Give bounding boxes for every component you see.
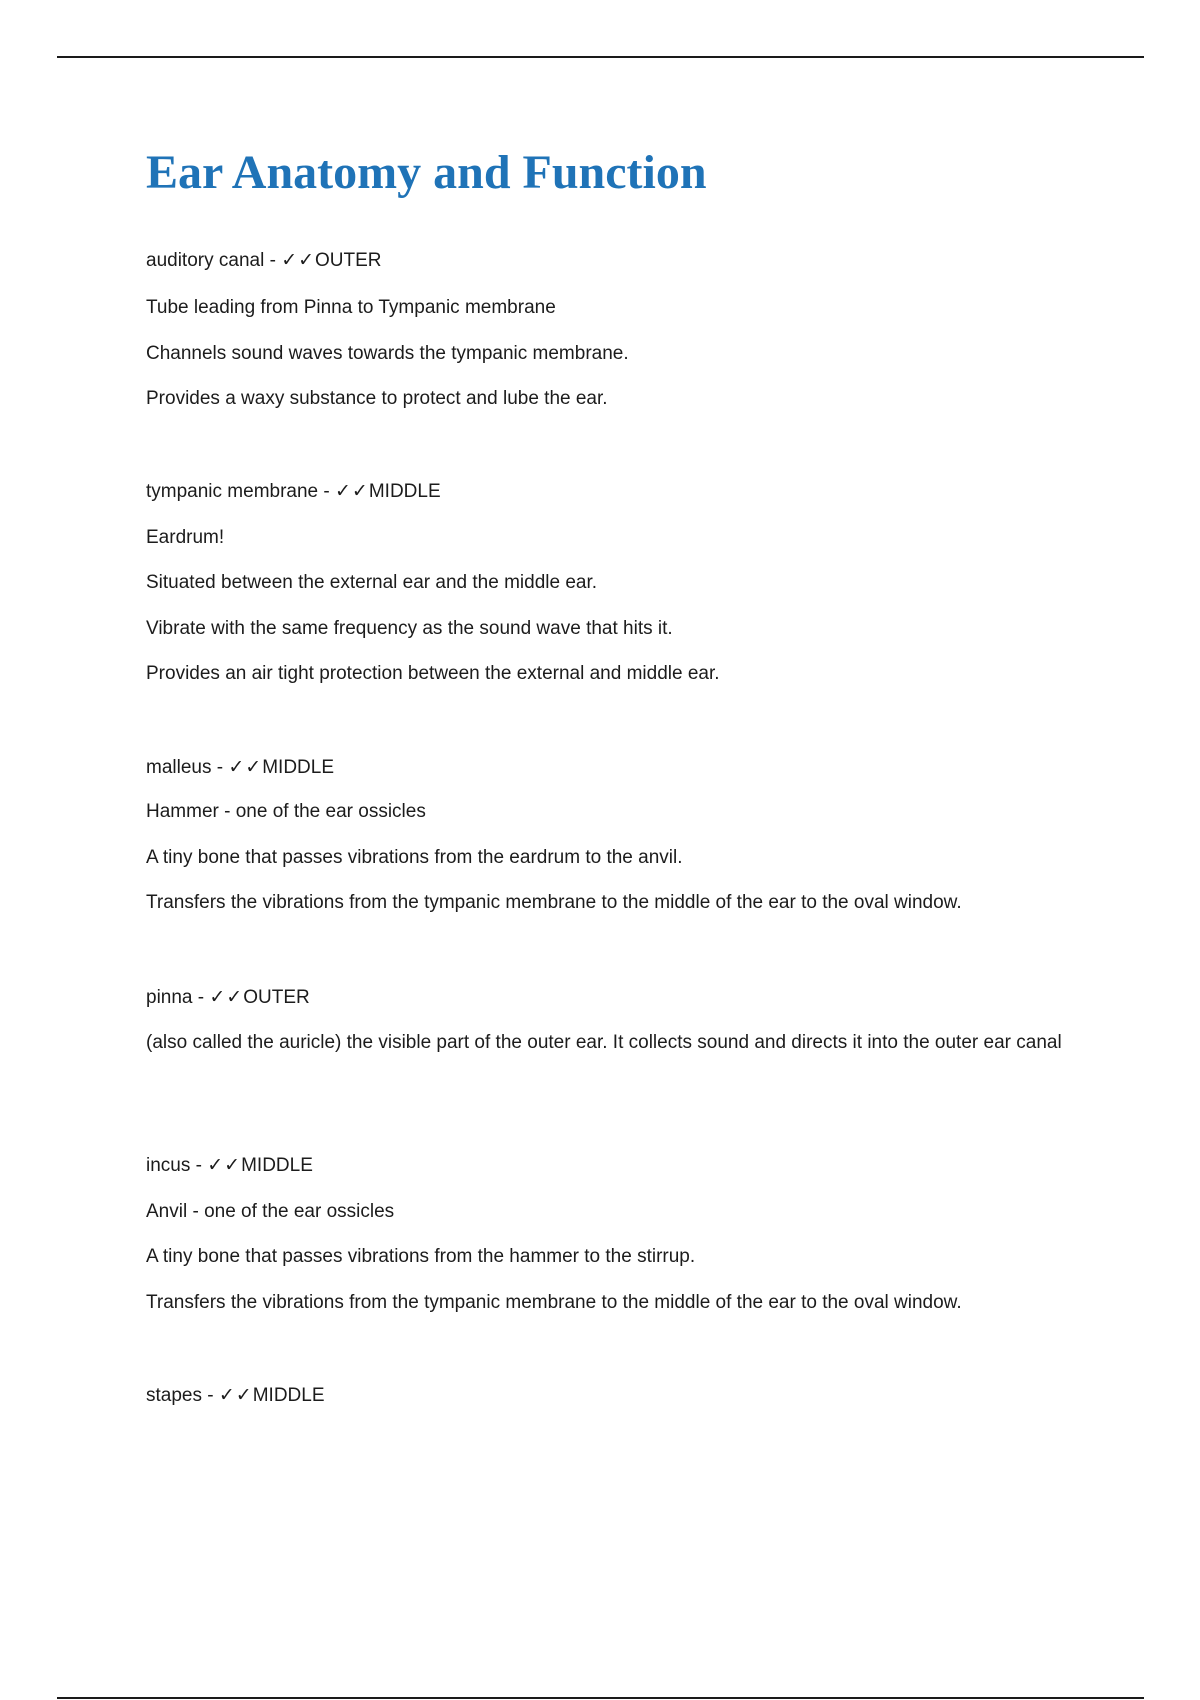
definition-line: Tube leading from Pinna to Tympanic membrane [146, 297, 556, 318]
page-title: Ear Anatomy and Function [146, 146, 707, 199]
term-label: auditory canal [146, 250, 265, 271]
term-label: pinna [146, 987, 193, 1008]
definition-line: Provides an air tight protection between the external and middle ear. [146, 663, 720, 684]
definition-line: A tiny bone that passes vibrations from the hammer to the stirrup. [146, 1246, 696, 1267]
definition-line: Channels sound waves towards the tympanic membrane. [146, 343, 629, 364]
term-answer: OUTER [243, 987, 310, 1008]
definition-line: Transfers the vibrations from the tympanic membrane to the middle of the ear to the oval window. [146, 1292, 962, 1313]
term-heading: stapes - ✓✓MIDDLE [146, 1385, 325, 1406]
term-heading: tympanic membrane - ✓✓MIDDLE [146, 481, 441, 502]
definition-line: Anvil - one of the ear ossicles [146, 1201, 395, 1222]
definition-line: Vibrate with the same frequency as the sound wave that hits it. [146, 618, 673, 639]
term-label: incus [146, 1155, 191, 1176]
term-heading: pinna - ✓✓OUTER [146, 987, 310, 1008]
definition-line: (also called the auricle) the visible part of the outer ear. It collects sound and directs it into the outer ear canal [146, 1032, 1062, 1053]
term-label: tympanic membrane [146, 481, 319, 502]
top-divider [57, 56, 1144, 58]
definition-line: A tiny bone that passes vibrations from the eardrum to the anvil. [146, 847, 683, 868]
definition-line: Situated between the external ear and the middle ear. [146, 572, 598, 593]
term-answer: OUTER [315, 250, 382, 271]
term-label: malleus [146, 757, 212, 778]
term-heading: auditory canal - ✓✓OUTER [146, 250, 382, 271]
definition-line: Transfers the vibrations from the tympanic membrane to the middle of the ear to the oval window. [146, 892, 962, 913]
double-check-icon: ✓✓ [207, 1155, 242, 1176]
term-label: stapes [146, 1385, 202, 1406]
term-answer: MIDDLE [241, 1155, 313, 1176]
term-answer: MIDDLE [368, 481, 441, 502]
double-check-icon: ✓✓ [228, 757, 263, 778]
term-heading: incus - ✓✓MIDDLE [146, 1155, 313, 1176]
bottom-divider [57, 1697, 1144, 1699]
definition-line: Provides a waxy substance to protect and lube the ear. [146, 388, 608, 409]
term-answer: MIDDLE [262, 757, 335, 778]
definition-line: Eardrum! [146, 527, 225, 548]
double-check-icon: ✓✓ [281, 250, 316, 271]
double-check-icon: ✓✓ [335, 481, 369, 502]
double-check-icon: ✓✓ [218, 1385, 253, 1406]
term-answer: MIDDLE [252, 1385, 325, 1406]
definition-line: Hammer - one of the ear ossicles [146, 801, 426, 822]
double-check-icon: ✓✓ [209, 987, 244, 1008]
term-heading: malleus - ✓✓MIDDLE [146, 757, 335, 778]
